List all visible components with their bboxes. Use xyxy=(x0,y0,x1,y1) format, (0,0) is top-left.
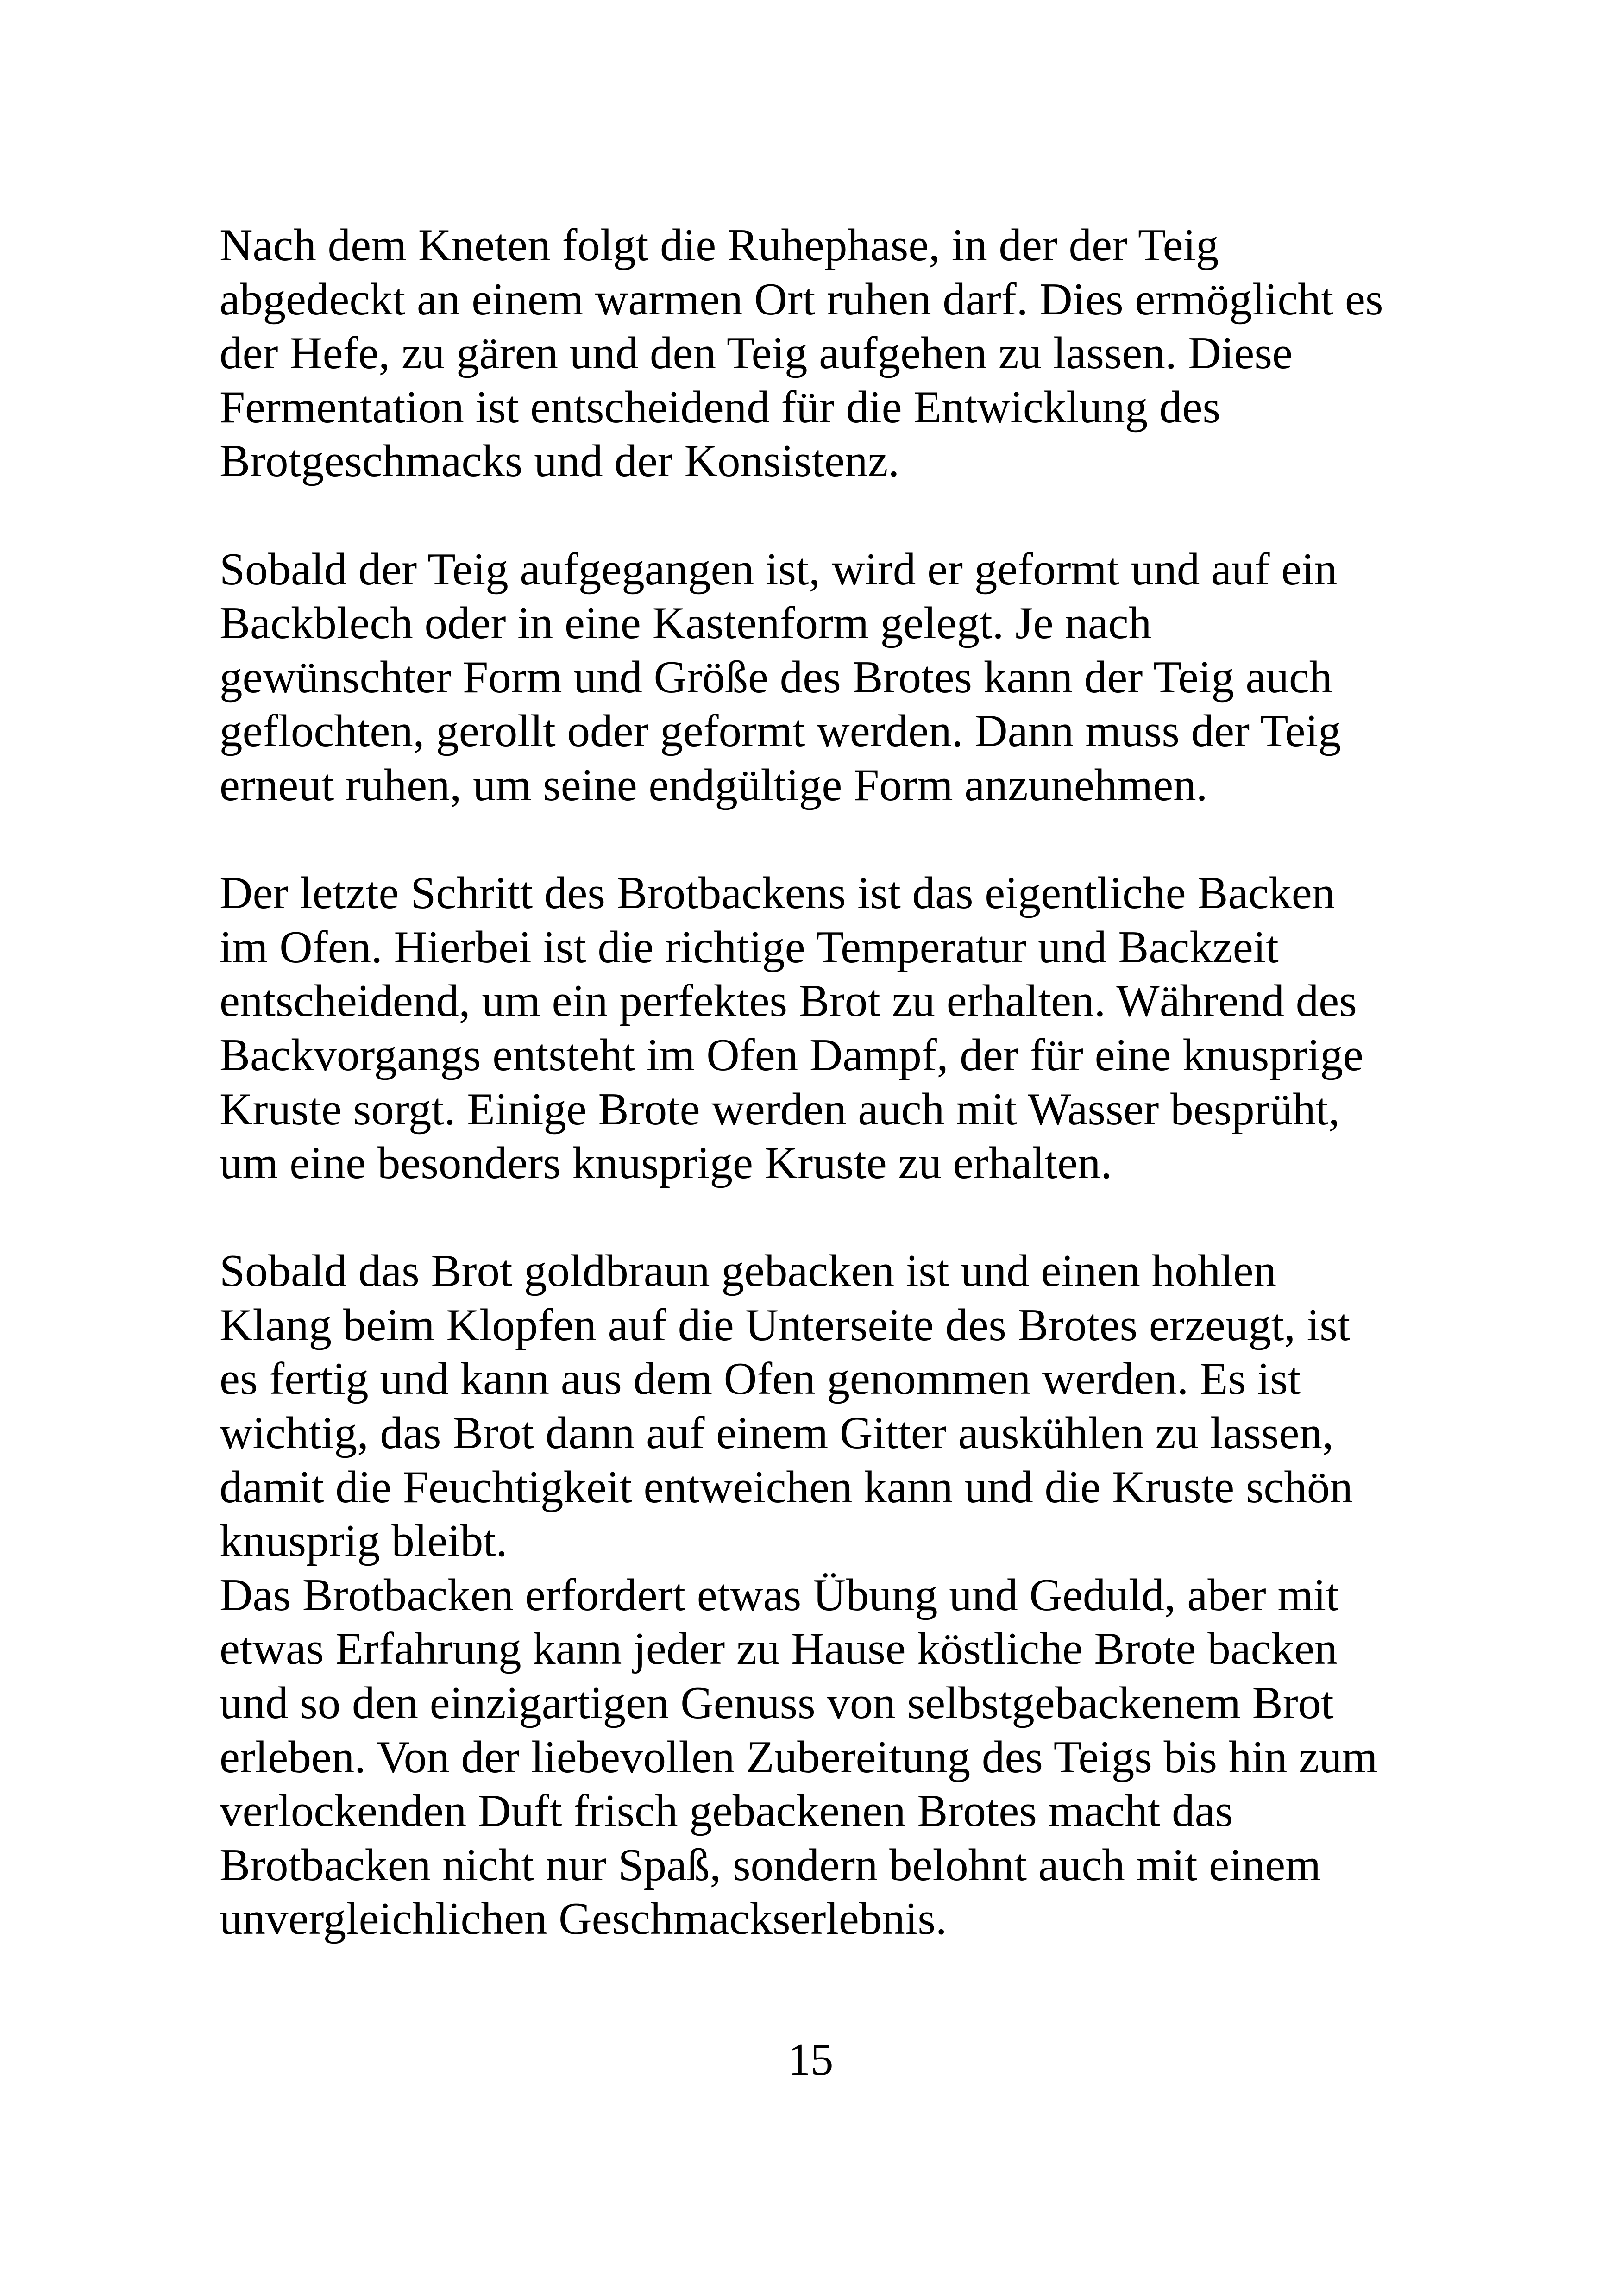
text-line: Brotbacken nicht nur Spaß, sondern belohnt auch mit einem xyxy=(220,1839,1321,1890)
text-line: Backvorgangs entsteht im Ofen Dampf, der für eine knusprige xyxy=(220,1029,1363,1080)
text-line: erneut ruhen, um seine endgültige Form anzunehmen. xyxy=(220,759,1208,810)
text-line: wichtig, das Brot dann auf einem Gitter auskühlen zu lassen, xyxy=(220,1408,1334,1459)
paragraph-cooling xyxy=(220,1244,1442,1568)
body-text xyxy=(220,219,1442,1946)
text-line: geflochten, gerollt oder geformt werden. Dann muss der Teig xyxy=(220,706,1341,757)
paragraph-spacer xyxy=(220,813,1442,867)
text-line: erleben. Von der liebevollen Zubereitung des Teigs bis hin zum xyxy=(220,1731,1378,1782)
text-line: Fermentation ist entscheidend für die Entwicklung des xyxy=(220,382,1220,433)
text-line: gewünschter Form und Größe des Brotes kann der Teig auch xyxy=(220,652,1332,703)
paragraph-spacer xyxy=(220,1191,1442,1245)
text-line: Das Brotbacken erfordert etwas Übung und Geduld, aber mit xyxy=(220,1569,1339,1620)
text-line: verlockenden Duft frisch gebackenen Brotes macht das xyxy=(220,1786,1233,1837)
paragraph-kneading-rest xyxy=(220,219,1442,489)
paragraph-shaping xyxy=(220,543,1442,813)
text-line: abgedeckt an einem warmen Ort ruhen darf. Dies ermöglicht es xyxy=(220,274,1383,325)
text-line: Kruste sorgt. Einige Brote werden auch mit Wasser besprüht, xyxy=(220,1084,1340,1135)
text-line: entscheidend, um ein perfektes Brot zu erhalten. Während des xyxy=(220,976,1357,1027)
text-line: Der letzte Schritt des Brotbackens ist das eigentliche Backen xyxy=(220,868,1335,919)
text-line: der Hefe, zu gären und den Teig aufgehen zu lassen. Diese xyxy=(220,328,1293,379)
text-line: und so den einzigartigen Genuss von selbstgebackenem Brot xyxy=(220,1678,1334,1729)
text-line: Klang beim Klopfen auf die Unterseite des Brotes erzeugt, ist xyxy=(220,1299,1351,1350)
text-line: es fertig und kann aus dem Ofen genommen werden. Es ist xyxy=(220,1354,1301,1405)
text-line: um eine besonders knusprige Kruste zu erhalten. xyxy=(220,1138,1112,1189)
text-line: Sobald der Teig aufgegangen ist, wird er geformt und auf ein xyxy=(220,544,1338,595)
paragraph-conclusion xyxy=(220,1568,1442,1946)
text-line: knusprig bleibt. xyxy=(220,1516,508,1567)
text-line: damit die Feuchtigkeit entweichen kann und die Kruste schön xyxy=(220,1462,1353,1512)
page-number: 15 xyxy=(787,2034,834,2085)
text-line: Brotgeschmacks und der Konsistenz. xyxy=(220,436,900,487)
text-line: etwas Erfahrung kann jeder zu Hause köstliche Brote backen xyxy=(220,1624,1338,1675)
text-line: Backblech oder in eine Kastenform gelegt. Je nach xyxy=(220,598,1152,649)
text-line: Nach dem Kneten folgt die Ruhephase, in der der Teig xyxy=(220,220,1219,270)
paragraph-baking xyxy=(220,866,1442,1191)
text-line: im Ofen. Hierbei ist die richtige Temperatur und Backzeit xyxy=(220,922,1279,972)
paragraph-spacer xyxy=(220,489,1442,543)
text-line: Sobald das Brot goldbraun gebacken ist und einen hohlen xyxy=(220,1246,1277,1297)
text-line: unvergleichlichen Geschmackserlebnis. xyxy=(220,1894,947,1945)
